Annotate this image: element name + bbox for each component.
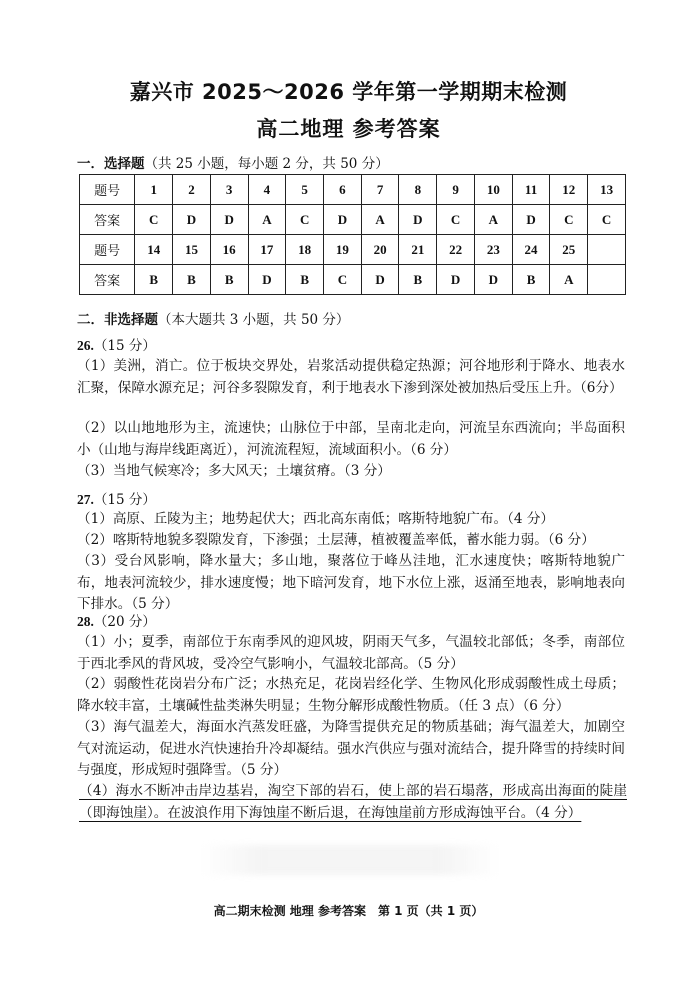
answer-cell: A bbox=[248, 205, 286, 235]
answer-cell: C bbox=[437, 205, 475, 235]
answer-cell: D bbox=[210, 205, 248, 235]
q26-answer-3: （3）当地气候寒冷；多大风天；土壤贫瘠。（3 分） bbox=[77, 463, 391, 479]
question-number: 27. bbox=[77, 492, 94, 507]
question-number: 1 bbox=[135, 175, 173, 205]
answer-cell: D bbox=[437, 265, 475, 295]
question-number: 20 bbox=[361, 235, 399, 265]
table-row bbox=[80, 235, 626, 265]
question-number: 21 bbox=[399, 235, 437, 265]
section-1-note: （共 25 小题，每小题 2 分，共 50 分） bbox=[144, 156, 389, 172]
q28-answer-4-text: （4）海水不断冲击岸边基岩，淘空下部的岩石，使上部的岩石塌落，形成高出海面的陡崖（即海蚀崖）。在波浪作用下海蚀崖不断后退，在海蚀崖前方形成海蚀平台。（4 分） bbox=[79, 783, 627, 821]
q28-answer-1: （1）小；夏季，南部位于东南季风的迎风坡，阴雨天气多，气温较北部低；冬季，南部位于西北季风的背风坡，受冷空气影响小，气温较北部高。（5 分） bbox=[77, 634, 625, 672]
q28-answer-2: （2）弱酸性花岗岩分布广泛；水热充足，花岗岩经化学、生物风化形成弱酸性成土母质；降水较丰富，土壤碱性盐类淋失明显；生物分解形成酸性物质。（任 3 点）（6 分） bbox=[77, 676, 625, 714]
answer-cell: B bbox=[210, 265, 248, 295]
page-footer: 高二期末检测 地理 参考答案 第 1 页（共 1 页） bbox=[213, 904, 484, 918]
answer-cell: A bbox=[474, 205, 512, 235]
answer-table bbox=[79, 174, 626, 295]
question-number: 16 bbox=[210, 235, 248, 265]
answer-cell: D bbox=[512, 205, 550, 235]
question-number: 14 bbox=[135, 235, 173, 265]
question-number-empty bbox=[588, 235, 626, 265]
answer-cell: B bbox=[286, 265, 324, 295]
section-1-title: 一．选择题 bbox=[77, 156, 145, 172]
question-number: 25 bbox=[550, 235, 588, 265]
table-label-answer: 答案 bbox=[80, 265, 135, 295]
question-number: 8 bbox=[399, 175, 437, 205]
table-label-question: 题号 bbox=[80, 175, 135, 205]
answer-cell: B bbox=[399, 265, 437, 295]
question-number: 12 bbox=[550, 175, 588, 205]
question-number: 7 bbox=[361, 175, 399, 205]
q28-answer-3: （3）海气温差大，海面水汽蒸发旺盛，为降雪提供充足的物质基础；海气温差大，加剧空气对流运动，促进水汽快速抬升冷却凝结。强水汽供应与强对流结合，提升降雪的持续时间与强度，形成短时强降雪。（5 分） bbox=[77, 719, 625, 778]
question-number: 26. bbox=[77, 338, 94, 353]
question-number: 3 bbox=[210, 175, 248, 205]
question-number: 22 bbox=[437, 235, 475, 265]
answer-cell: C bbox=[550, 205, 588, 235]
section-free-response-heading bbox=[77, 308, 349, 328]
table-row bbox=[80, 265, 626, 295]
question-number: 10 bbox=[474, 175, 512, 205]
question-number: 19 bbox=[324, 235, 362, 265]
question-number: 9 bbox=[437, 175, 475, 205]
q26-answer-1: （1）美洲，消亡。位于板块交界处，岩浆活动提供稳定热源；河谷地形利于降水、地表水汇聚，保障水源充足；河谷多裂隙发育，利于地表水下渗到深处被加热后受压上升。（6分） bbox=[77, 358, 625, 396]
question-number: 28. bbox=[77, 614, 94, 629]
answer-cell: D bbox=[324, 205, 362, 235]
answer-cell: D bbox=[399, 205, 437, 235]
table-label-question: 题号 bbox=[80, 235, 135, 265]
answer-cell: C bbox=[286, 205, 324, 235]
question-number: 6 bbox=[324, 175, 362, 205]
document-subtitle: 高二地理 参考答案 bbox=[256, 117, 441, 141]
question-number: 4 bbox=[248, 175, 286, 205]
answer-cell: B bbox=[512, 265, 550, 295]
document-title: 嘉兴市 2025～2026 学年第一学期期末检测 bbox=[129, 80, 568, 104]
question-number: 5 bbox=[286, 175, 324, 205]
answer-cell: A bbox=[550, 265, 588, 295]
question-number: 24 bbox=[512, 235, 550, 265]
question-number: 15 bbox=[173, 235, 211, 265]
q28-answer-4 bbox=[79, 781, 627, 824]
question-number: 11 bbox=[512, 175, 550, 205]
q27-answer-3: （3）受台风影响，降水量大；多山地，聚落位于峰丛洼地，汇水速度快；喀斯特地貌广布，地表河流较少，排水速度慢；地下暗河发育，地下水位上涨，返涌至地表，影响地表向下排水。（5 分） bbox=[77, 553, 625, 612]
question-number: 18 bbox=[286, 235, 324, 265]
table-row bbox=[80, 205, 626, 235]
question-number: 17 bbox=[248, 235, 286, 265]
question-points: （20 分） bbox=[93, 614, 156, 630]
question-number: 13 bbox=[588, 175, 626, 205]
question-28-title bbox=[77, 610, 156, 630]
table-row bbox=[80, 175, 626, 205]
section-2-note: （本大题共 3 小题，共 50 分） bbox=[158, 312, 350, 328]
question-points: （15 分） bbox=[93, 338, 156, 354]
q26-answer-2: （2）以山地地形为主，流速快；山脉位于中部，呈南北走向，河流呈东西流向；半岛面积小（山地与海岸线距离近），河流流程短，流域面积小。（6 分） bbox=[77, 420, 625, 458]
question-points: （15 分） bbox=[93, 492, 156, 508]
answer-cell: D bbox=[361, 265, 399, 295]
answer-cell: B bbox=[173, 265, 211, 295]
faded-show-through-text bbox=[200, 845, 500, 875]
question-number: 2 bbox=[173, 175, 211, 205]
answer-cell-empty bbox=[588, 265, 626, 295]
question-27-title bbox=[77, 488, 156, 508]
answer-cell: C bbox=[588, 205, 626, 235]
q27-answer-2: （2）喀斯特地貌多裂隙发育，下渗强；土层薄，植被覆盖率低，蓄水能力弱。（6 分） bbox=[77, 532, 595, 548]
answer-cell: B bbox=[135, 265, 173, 295]
section-multiple-choice-heading bbox=[77, 152, 389, 172]
answer-cell: D bbox=[173, 205, 211, 235]
answer-cell: D bbox=[474, 265, 512, 295]
question-26-title bbox=[77, 334, 156, 354]
question-number: 23 bbox=[474, 235, 512, 265]
answer-cell: A bbox=[361, 205, 399, 235]
answer-cell: C bbox=[135, 205, 173, 235]
table-label-answer: 答案 bbox=[80, 205, 135, 235]
section-2-title: 二．非选择题 bbox=[77, 312, 158, 328]
q27-answer-1: （1）高原、丘陵为主；地势起伏大；西北高东南低；喀斯特地貌广布。（4 分） bbox=[77, 511, 555, 527]
answer-cell: C bbox=[324, 265, 362, 295]
answer-cell: D bbox=[248, 265, 286, 295]
